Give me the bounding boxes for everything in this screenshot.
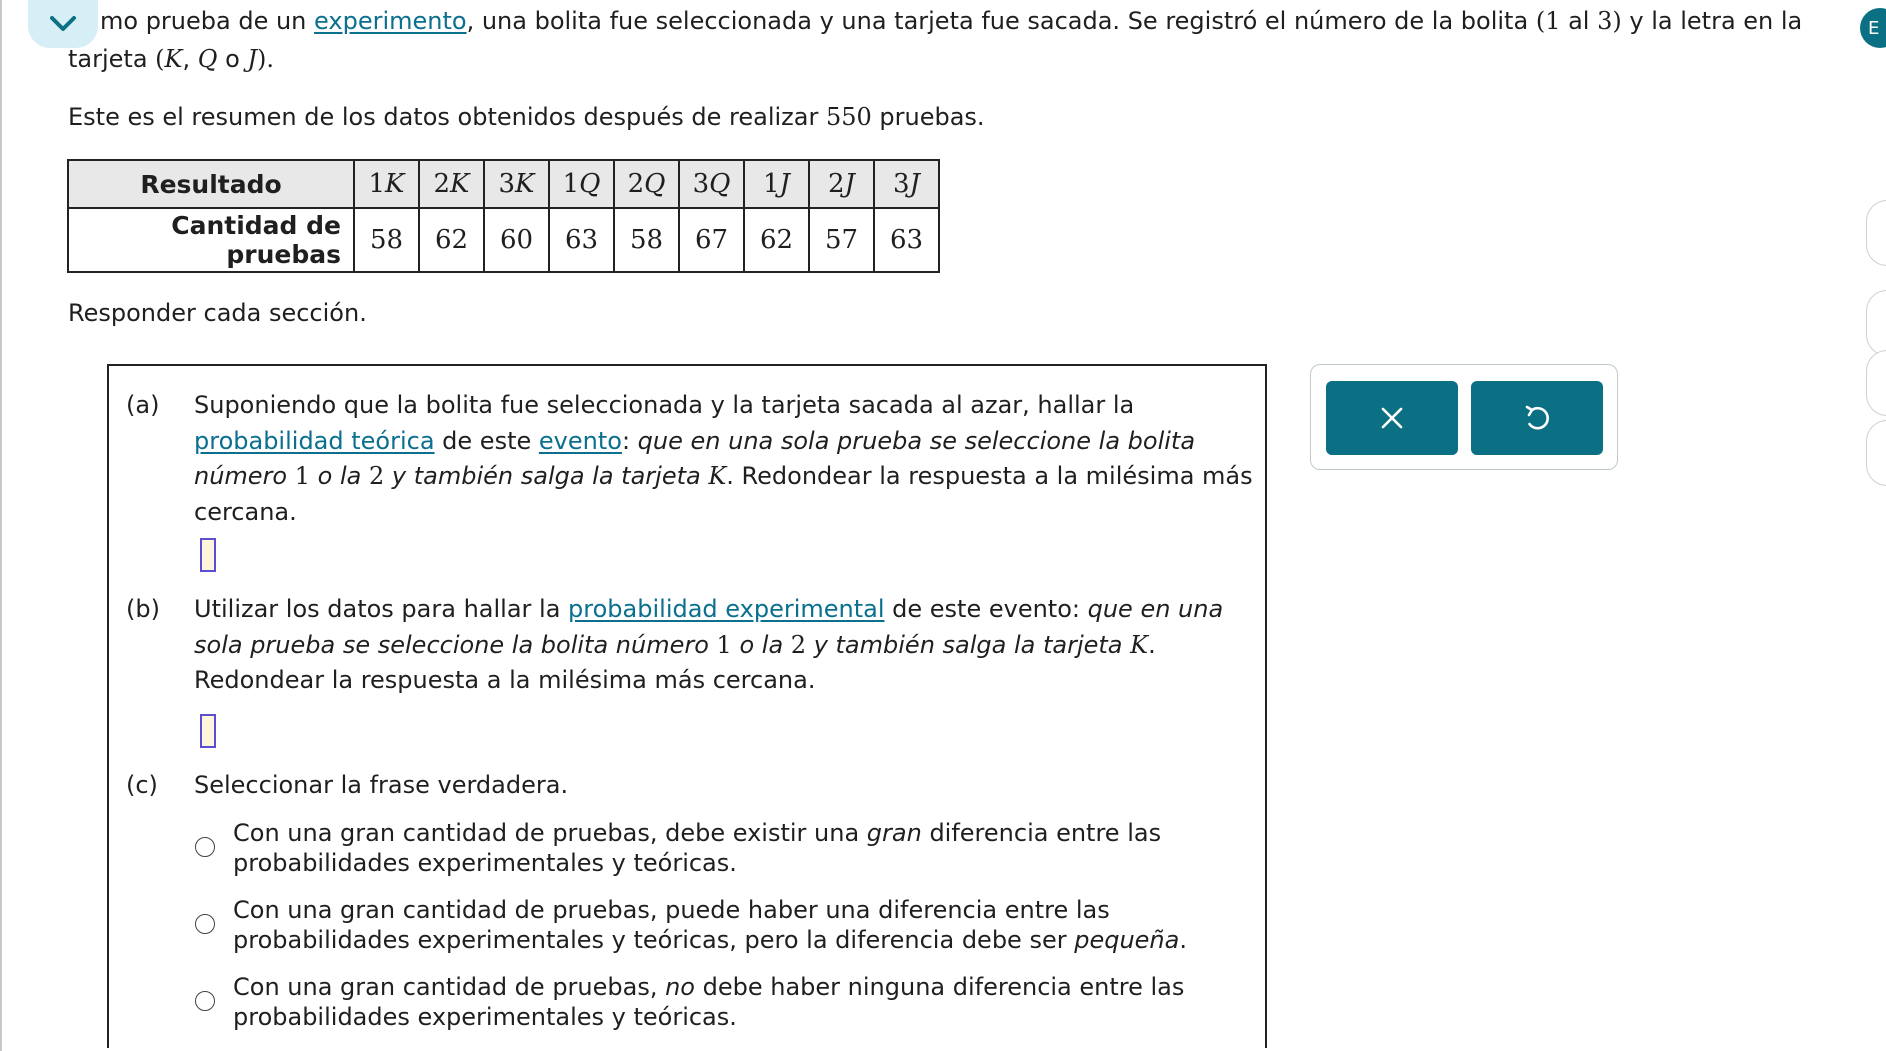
row-header: Resultado	[68, 160, 354, 208]
table-cell: 63	[874, 208, 939, 272]
table-cell: 3Q	[679, 160, 744, 208]
paren: (	[1535, 7, 1546, 35]
part-label: (a)	[126, 391, 160, 419]
table-cell: 1J	[744, 160, 809, 208]
choice-text: Con una gran cantidad de pruebas, debe existir una gran diferencia entre las probabilidades experimentales y teóricas.	[233, 819, 1162, 877]
answer-input-a[interactable]	[200, 538, 216, 572]
part-label: (b)	[126, 595, 160, 623]
corner-badge[interactable]	[1860, 8, 1886, 48]
part-c-prompt: Seleccionar la frase verdadera.	[194, 771, 569, 799]
table-cell: 58	[354, 208, 419, 272]
side-tab[interactable]	[1866, 420, 1886, 486]
table-cell: 67	[679, 208, 744, 272]
table-cell: 62	[744, 208, 809, 272]
clear-button[interactable]	[1326, 381, 1458, 455]
table-cell: 1K	[354, 160, 419, 208]
side-tab[interactable]	[1866, 290, 1886, 356]
table-cell: 60	[484, 208, 549, 272]
radio-button[interactable]	[195, 991, 215, 1011]
summary-a: Este es el resumen de los datos obtenidos después de realizar	[68, 103, 826, 131]
table-cell: 58	[614, 208, 679, 272]
part-a-text: Suponiendo que la bolita fue seleccionada y la tarjeta sacada al azar, hallar la probabilidad teórica de este evento: que en una sola prueba se seleccione la bolita número 1 o la 2 y también salga la tarjeta K. Redondear la respuesta a la milésima más cercana.	[194, 391, 1253, 526]
theoretical-probability-link[interactable]: probabilidad teórica	[194, 426, 435, 455]
radio-button[interactable]	[195, 914, 215, 934]
event-link[interactable]: evento	[538, 426, 622, 455]
math-letter: J	[247, 45, 258, 73]
table-cell: 2Q	[614, 160, 679, 208]
experimental-probability-link[interactable]: probabilidad experimental	[568, 595, 885, 623]
paren: ).	[257, 45, 275, 73]
part-b-text: Utilizar los datos para hallar la probabilidad experimental de este evento: que en una sola prueba se seleccione la bolita número 1 o la 2 y también salga la tarjeta K. Redondear la respuesta a la milésima más cercana.	[194, 595, 1224, 694]
math-number: 550	[825, 103, 872, 131]
intro-text: mo prueba de un	[100, 7, 315, 35]
undo-icon	[1522, 403, 1552, 433]
answer-toolbar	[1310, 364, 1618, 470]
intro-text: o	[217, 45, 248, 73]
table-cell: 2K	[419, 160, 484, 208]
table-cell: 63	[549, 208, 614, 272]
results-table	[67, 159, 940, 273]
experiment-link[interactable]: experimento	[314, 7, 467, 35]
part-label: (c)	[126, 771, 158, 799]
choice-text: Con una gran cantidad de pruebas, puede haber una diferencia entre las probabilidades experimentales y teóricas, pero la diferencia debe ser pequeña.	[233, 896, 1187, 954]
paren: )	[1612, 7, 1622, 35]
close-icon	[1379, 405, 1405, 431]
intro-text: al	[1560, 7, 1598, 35]
table-row	[68, 160, 939, 208]
table-cell: 62	[419, 208, 484, 272]
math-number: 3	[1597, 7, 1613, 35]
summary-b: pruebas.	[871, 103, 985, 131]
summary-text	[68, 98, 985, 136]
choice-option[interactable]	[195, 818, 1245, 878]
side-tab[interactable]	[1866, 350, 1886, 416]
side-tab[interactable]	[1866, 200, 1886, 266]
table-cell: 3J	[874, 160, 939, 208]
table-cell: 2J	[809, 160, 874, 208]
intro-text: y la letra en la tarjeta	[68, 7, 1803, 73]
choice-option[interactable]	[195, 895, 1245, 955]
corner-badge-label: E	[1868, 17, 1880, 39]
undo-button[interactable]	[1471, 381, 1603, 455]
part-a	[126, 388, 1256, 530]
radio-button[interactable]	[195, 837, 215, 857]
intro-text: , una bolita fue seleccionada y una tarjeta fue sacada. Se registró el número de la bolita	[466, 7, 1536, 35]
part-c	[126, 768, 1256, 804]
choice-option[interactable]	[195, 972, 1245, 1032]
table-cell: 3K	[484, 160, 549, 208]
math-letter: K	[164, 45, 183, 73]
table-cell: 57	[809, 208, 874, 272]
paren: (	[155, 45, 165, 73]
problem-intro	[68, 2, 1808, 78]
choice-text: Con una gran cantidad de pruebas, no debe haber ninguna diferencia entre las probabilidades experimentales y teóricas.	[233, 973, 1185, 1031]
table-cell: 1Q	[549, 160, 614, 208]
row-header: Cantidad de pruebas	[68, 208, 354, 272]
left-border	[0, 0, 2, 1051]
part-b	[126, 592, 1256, 699]
answer-input-b[interactable]	[200, 714, 216, 748]
question-panel	[107, 364, 1267, 1048]
table-row	[68, 208, 939, 272]
math-number: 1	[1545, 7, 1561, 35]
instruction: Responder cada sección.	[68, 299, 367, 327]
intro-text: ,	[182, 45, 198, 73]
math-letter: Q	[197, 45, 218, 73]
